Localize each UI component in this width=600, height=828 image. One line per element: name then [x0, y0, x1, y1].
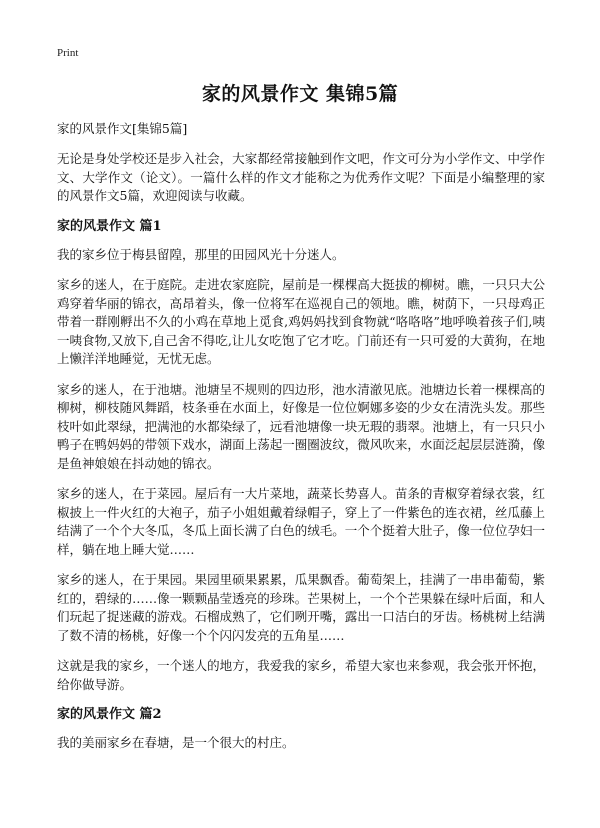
print-label: Print [57, 47, 79, 59]
section-1 [57, 218, 545, 695]
section-paragraph: 这就是我的家乡，一个迷人的地方，我爱我的家乡，希望大家也来参观，我会张开怀抱，给你做导游。 [57, 658, 545, 692]
section-heading: 家的风景作文 篇1 [57, 218, 162, 234]
section-paragraph: 家乡的迷人，在于菜园。屋后有一大片菜地，蔬菜长势喜人。苗条的青椒穿着绿衣裳，红椒披上一件火红的大袍子，茄子小姐姐戴着绿帽子，穿上了一件紫色的连衣裙，丝瓜藤上结满了一个个大冬瓜，冬瓜上面长满了白色的绒毛。一个个挺着大肚子，像一位位孕妇一样，躺在地上睡大觉…… [57, 486, 545, 557]
section-paragraph: 家乡的迷人，在于果园。果园里硕果累累，瓜果飘香。葡萄架上，挂满了一串串葡萄，紫红的，碧绿的……像一颗颗晶莹透亮的珍珠。芒果树上，一个个芒果躲在绿叶后面，和人们玩起了捉迷藏的游戏。石榴成熟了，它们咧开嘴，露出一口洁白的牙齿。杨桃树上结满了数不清的杨桃，好像一个个闪闪发亮的五角星…… [57, 572, 545, 643]
section-paragraph: 家乡的迷人，在于庭院。走进农家庭院，屋前是一棵棵高大挺拔的柳树。瞧，一只只大公鸡穿着华丽的锦衣，高昂着头，像一位将军在巡视自己的领地。瞧，树荫下，一只母鸡正带着一群刚孵出不久的小鸡在草地上觅食,鸡妈妈找到食物就“咯咯咯”地呼唤着孩子们,咦一咦食物,又放下,自己舍不得吃,让儿女吃饱了它才吃。门前还有一只可爱的大黄狗，在地上懒洋洋地睡觉，无忧无虑。 [57, 277, 545, 366]
document-body [57, 120, 545, 765]
page-title: 家的风景作文 集锦5篇 [201, 83, 399, 105]
intro-paragraph: 无论是身处学校还是步入社会，大家都经常接触到作文吧，作文可分为小学作文、中学作文、大学作文（论文）。一篇什么样的作文才能称之为优秀作文呢？下面是小编整理的家的风景作文5篇，欢迎阅读与收藏。 [57, 151, 545, 203]
document-subtitle: 家的风景作文[集锦5篇] [57, 121, 188, 136]
section-paragraph: 家乡的迷人，在于池塘。池塘呈不规则的四边形，池水清澈见底。池塘边长着一棵棵高的柳树，柳枝随风舞蹈，枝条垂在水面上，好像是一位位婀娜多姿的少女在清洗头发。那些枝叶如此翠绿，把满池的水都染绿了，远看池塘像一块无瑕的翡翠。池塘上，有一只只小鸭子在鸭妈妈的带领下戏水，湖面上荡起一圈圈波纹，微风吹来，水面泛起层层涟漪，像是鱼神娘娘在抖动她的锦衣。 [57, 381, 545, 471]
section-heading: 家的风景作文 篇2 [57, 707, 162, 722]
section-paragraph: 我的家乡位于梅县留隍，那里的田园风光十分迷人。 [57, 246, 345, 262]
section-2 [57, 706, 545, 753]
section-paragraph: 我的美丽家乡在春塘，是一个很大的村庄。 [57, 735, 295, 750]
